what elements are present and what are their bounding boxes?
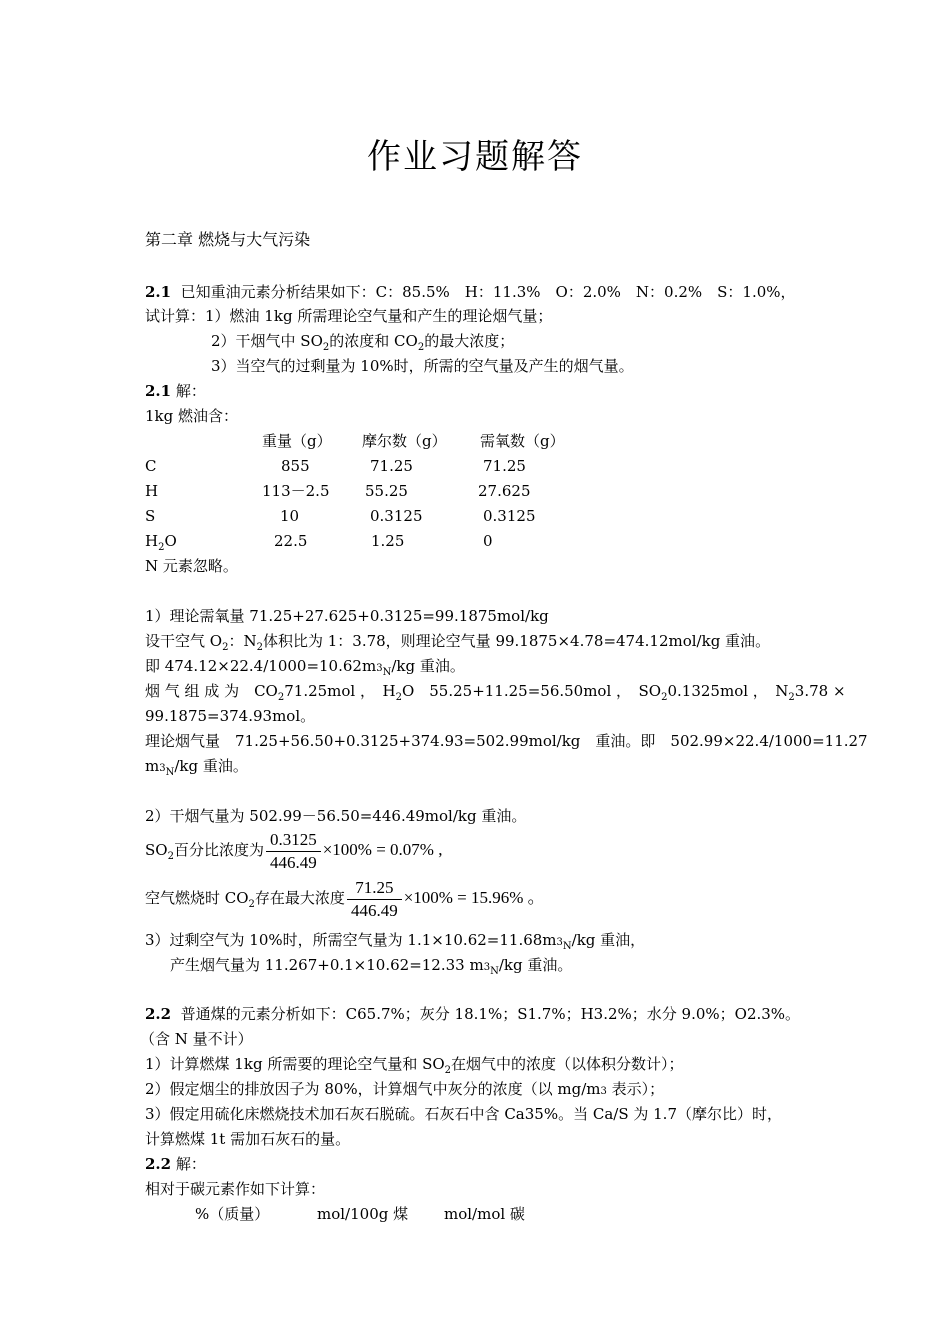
fraction xyxy=(347,877,402,922)
table-cell: 71.25 xyxy=(483,457,526,475)
subscript: 2 xyxy=(167,851,174,862)
table-header-mol-per-mol-c: mol/mol 碳 xyxy=(444,1205,525,1223)
problem-2-2-question-3-line-2: 计算燃煤 1t 需加石灰石的量。 xyxy=(145,1130,351,1148)
page-title: 作业习题解答 xyxy=(367,137,583,177)
problem-2-2-question-2 xyxy=(145,1079,664,1102)
table-cell: 55.25 xyxy=(365,482,408,500)
text: 的最大浓度； xyxy=(424,332,515,350)
subscript: 2 xyxy=(277,692,285,703)
step-1-line-4 xyxy=(145,681,846,701)
solution-2-1-heading xyxy=(145,381,206,401)
fraction xyxy=(266,829,321,874)
subscript: N xyxy=(165,767,175,778)
problem-2-1-question-2 xyxy=(211,331,514,351)
text: 2）干烟气中 SO xyxy=(211,332,323,350)
table-cell: 71.25 xyxy=(370,457,413,475)
denominator: 446.49 xyxy=(350,900,398,920)
solution-word: 解： xyxy=(175,382,206,400)
subscript: 2 xyxy=(222,642,229,653)
numerator: 0.3125 xyxy=(266,829,321,852)
chapter-heading: 第二章 燃烧与大气污染 xyxy=(145,230,311,249)
step-2-line-1: 2）干烟气量为 502.99－56.50=446.49mol/kg 重油。 xyxy=(145,807,527,825)
text: 空气燃烧时 CO xyxy=(145,889,249,907)
step-3-line-2 xyxy=(170,955,572,978)
subscript: N xyxy=(490,966,499,977)
text: O xyxy=(164,532,177,550)
table-cell: 0.3125 xyxy=(483,507,536,525)
problem-2-2-line-2: （含 N 量不计） xyxy=(140,1030,253,1048)
subscript: 2 xyxy=(322,342,330,353)
table-cell: 0 xyxy=(483,532,493,550)
problem-label: 2.2 xyxy=(145,1005,172,1023)
text: 存在最大浓度 xyxy=(254,889,345,907)
n-ignored-note: N 元素忽略。 xyxy=(145,557,238,575)
text: 烟 气 组 成 为 CO xyxy=(145,682,278,700)
problem-2-2-line-1 xyxy=(145,1004,800,1024)
text: 3 xyxy=(556,937,563,948)
table-cell: 855 xyxy=(281,457,310,475)
table-cell: 27.625 xyxy=(478,482,531,500)
table-cell xyxy=(145,531,177,551)
text: 体积比为 1：3.78，则理论空气量 99.1875×4.78=474.12mol/kg 重油。 xyxy=(262,632,771,650)
so2-concentration-equation xyxy=(145,825,442,875)
calculation-intro: 相对于碳元素作如下计算： xyxy=(145,1180,326,1198)
subscript: 2 xyxy=(417,342,425,353)
text: 即 474.12×22.4/1000=10.62m xyxy=(145,657,377,675)
subscript: 2 xyxy=(248,899,255,910)
problem-text: 普通煤的元素分析如下：C65.7%；灰分 18.1%；S1.7%；H3.2%；水分 9.0%；O2.3%。 xyxy=(180,1005,801,1023)
fuel-content-line: 1kg 燃油含： xyxy=(145,407,239,425)
text: ：N xyxy=(228,632,257,650)
table-cell: 1.25 xyxy=(371,532,405,550)
table-cell: 0.3125 xyxy=(370,507,423,525)
text: 3 xyxy=(159,763,166,774)
step-3-line-1 xyxy=(145,930,645,953)
subscript: 2 xyxy=(256,642,263,653)
text: H xyxy=(145,532,159,550)
problem-text: 已知重油元素分析结果如下：C：85.5% H：11.3% O：2.0% N：0.2% S：1.0%， xyxy=(180,283,796,301)
text: 在烟气中的浓度（以体积分数计）； xyxy=(451,1055,684,1073)
text: SO xyxy=(145,841,168,859)
text: /kg 重油。 xyxy=(391,657,465,675)
text: O 55.25+11.25=56.50mol ， SO xyxy=(401,682,662,700)
problem-2-1-question-3: 3）当空气的过剩量为 10%时，所需的空气量及产生的烟气量。 xyxy=(211,357,634,375)
text: 产生烟气量为 11.267+0.1×10.62=12.33 m xyxy=(170,956,484,974)
step-1-line-6: 理论烟气量 71.25+56.50+0.3125+374.93=502.99mol/kg 重油。即 502.99×22.4/1000=11.27 xyxy=(145,732,868,750)
subscript: N xyxy=(562,941,572,952)
co2-concentration-equation xyxy=(145,873,545,923)
solution-word: 解： xyxy=(175,1155,206,1173)
text: 设干空气 O xyxy=(145,632,223,650)
subscript: 2 xyxy=(444,1065,452,1076)
text: 2）假定烟尘的排放因子为 80%，计算烟气中灰分的浓度（以 mg/m xyxy=(145,1080,601,1098)
table-cell: 22.5 xyxy=(274,532,308,550)
table-header-weight: 重量（g） xyxy=(262,432,332,450)
text: 3.78 × xyxy=(794,682,846,700)
text: 1）计算燃煤 1kg 所需要的理论空气量和 SO xyxy=(145,1055,445,1073)
problem-2-1-line-1 xyxy=(145,282,796,302)
text: 3 xyxy=(483,962,491,973)
table-cell: 113－2.5 xyxy=(262,482,330,500)
text: 的浓度和 CO xyxy=(329,332,418,350)
step-1-line-5: 99.1875=374.93mol。 xyxy=(145,707,316,725)
table-cell: C xyxy=(145,457,157,475)
solution-label: 2.2 xyxy=(145,1155,172,1173)
step-1-line-2 xyxy=(145,631,770,651)
numerator: 71.25 xyxy=(347,877,402,900)
solution-2-2-heading xyxy=(145,1154,206,1174)
text: 3 xyxy=(376,663,383,674)
text: 3 xyxy=(600,1086,607,1097)
subscript: 2 xyxy=(661,692,668,703)
text: 3）过剩空气为 10%时，所需空气量为 1.1×10.62=11.68m xyxy=(145,931,557,949)
text: /kg 重油， xyxy=(571,931,646,949)
table-cell: 10 xyxy=(280,507,300,525)
equation-tail: ×100% = 0.07% , xyxy=(322,840,443,859)
subscript: 2 xyxy=(158,542,165,553)
table-header-mass-percent: %（质量） xyxy=(195,1205,270,1223)
solution-label: 2.1 xyxy=(145,382,172,400)
text: m xyxy=(145,757,160,775)
problem-2-2-question-3-line-1: 3）假定用硫化床燃烧技术加石灰石脱硫。石灰石中含 Ca35%。当 Ca/S 为 1.7（摩尔比）时， xyxy=(145,1105,782,1123)
text: /kg 重油。 xyxy=(174,757,248,775)
table-cell: S xyxy=(145,507,156,525)
problem-2-2-question-1 xyxy=(145,1054,684,1074)
text: 表示）； xyxy=(606,1080,665,1098)
equation-tail: ×100% = 15.96% 。 xyxy=(403,888,545,907)
denominator: 446.49 xyxy=(269,852,317,872)
table-header-mol-per-100g: mol/100g 煤 xyxy=(317,1205,409,1223)
text: 71.25mol ， H xyxy=(284,682,396,700)
table-cell: H xyxy=(145,482,159,500)
problem-2-1-line-2: 试计算：1）燃油 1kg 所需理论空气量和产生的理论烟气量； xyxy=(145,307,553,325)
step-1-line-3 xyxy=(145,656,465,679)
text: 0.1325mol ， N xyxy=(667,682,789,700)
text: /kg 重油。 xyxy=(498,956,573,974)
problem-label: 2.1 xyxy=(145,283,172,301)
subscript: N xyxy=(382,667,392,678)
subscript: 2 xyxy=(788,692,795,703)
table-header-oxygen: 需氧数（g） xyxy=(480,432,565,450)
step-1-line-1: 1）理论需氧量 71.25+27.625+0.3125=99.1875mol/kg xyxy=(145,607,549,625)
table-header-moles: 摩尔数（g） xyxy=(362,432,447,450)
text: 百分比浓度为 xyxy=(173,841,264,859)
subscript: 2 xyxy=(395,692,402,703)
step-1-line-7 xyxy=(145,756,248,779)
